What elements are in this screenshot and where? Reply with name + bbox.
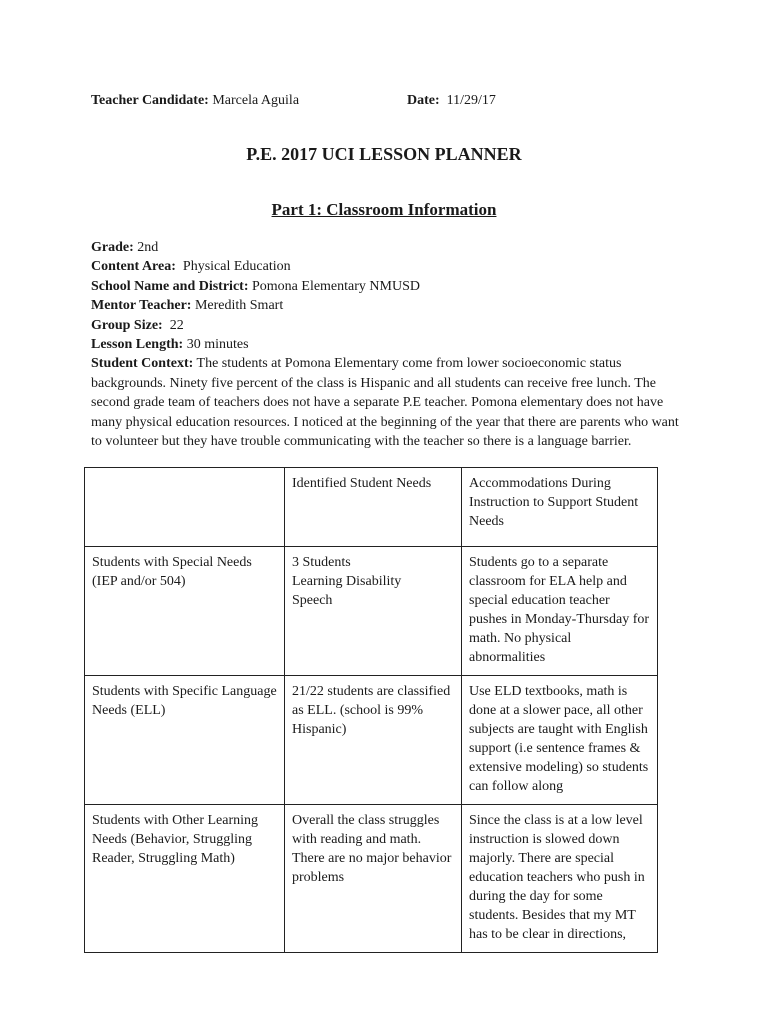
table-header-cell: Accommodations During Instruction to Support Student Needs	[462, 468, 658, 547]
school-line	[91, 277, 681, 296]
student-context-value: The students at Pomona Elementary come from lower socioeconomic status backgrounds. Ninety five percent of the class is Hispanic and all students can receive free lunch. The second grade team of teachers does not have a separate P.E teacher. Pomona elementary does not have many physical education resources. I noticed at the beginning of the year that there are parents who want to volunteer but they have trouble communicating with the teacher so there is a language barrier.	[91, 356, 679, 450]
accommodations-cell: Use ELD textbooks, math is done at a slower pace, all other subjects are taught with English support (i.e sentence frames & extensive modeling) so students can follow along	[462, 676, 658, 805]
table-header-cell	[85, 468, 285, 547]
table-header-row	[85, 468, 658, 547]
content-area-line	[91, 257, 681, 276]
date-label: Date:	[407, 93, 440, 108]
grade-value: 2nd	[137, 240, 159, 255]
teacher-candidate-label: Teacher Candidate:	[91, 93, 209, 108]
table-row	[85, 805, 658, 953]
mentor-value: Meredith Smart	[194, 298, 284, 314]
teacher-candidate-value: Marcela Aguila	[212, 93, 300, 108]
grade-label: Grade:	[91, 240, 134, 255]
student-context-label: Student Context:	[91, 356, 194, 372]
needs-cell: 21/22 students are classified as ELL. (school is 99% Hispanic)	[285, 676, 462, 805]
needs-cell: Overall the class struggles with reading and math. There are no major behavior problems	[285, 805, 462, 953]
accommodations-cell: Students go to a separate classroom for ELA help and special education teacher pushes in Monday-Thursday for math. No physical abnormalities	[462, 547, 658, 676]
group-size-line	[91, 316, 681, 335]
document-title: P.E. 2017 UCI LESSON PLANNER	[246, 144, 522, 164]
school-label: School Name and District:	[91, 278, 249, 294]
category-cell: Students with Specific Language Needs (ELL)	[85, 676, 285, 805]
student-needs-table	[84, 467, 658, 953]
lesson-length-label: Lesson Length:	[91, 337, 184, 353]
table-row	[85, 547, 658, 676]
lesson-length-line	[91, 335, 681, 354]
content-area-value: Physical Education	[182, 259, 291, 275]
table-row	[85, 676, 658, 805]
date-value: 11/29/17	[446, 93, 496, 108]
category-cell: Students with Special Needs (IEP and/or 504)	[85, 547, 285, 676]
grade-line	[91, 238, 681, 257]
category-cell: Students with Other Learning Needs (Behavior, Struggling Reader, Struggling Math)	[85, 805, 285, 953]
group-size-label: Group Size:	[91, 317, 163, 333]
student-context-paragraph	[91, 354, 681, 451]
table-header-cell: Identified Student Needs	[285, 468, 462, 547]
teacher-candidate-line	[91, 92, 299, 110]
classroom-info	[91, 238, 681, 451]
school-value: Pomona Elementary NMUSD	[252, 278, 420, 294]
date-line	[407, 92, 496, 110]
content-area-label: Content Area:	[91, 259, 176, 275]
needs-cell: 3 Students Learning Disability Speech	[285, 547, 462, 676]
part-title: Part 1: Classroom Information	[271, 200, 497, 219]
mentor-label: Mentor Teacher:	[91, 298, 192, 314]
lesson-length-value: 30 minutes	[186, 337, 249, 353]
group-size-value: 22	[169, 317, 184, 333]
accommodations-cell: Since the class is at a low level instruction is slowed down majorly. There are special education teachers who push in during the day for some students. Besides that my MT has to be clear in directions,	[462, 805, 658, 953]
mentor-line	[91, 296, 681, 315]
